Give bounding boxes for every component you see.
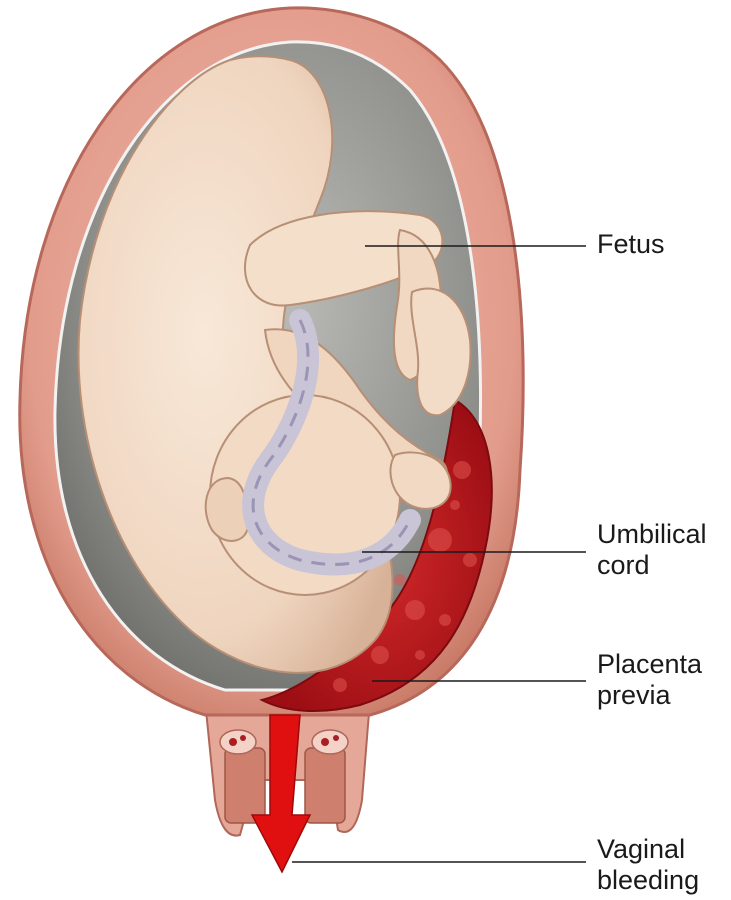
- label-vaginal-bleeding-line-1: Vaginal: [597, 834, 686, 864]
- label-placenta-previa: [597, 649, 702, 711]
- label-umbilical-cord-line-1: Umbilical: [597, 519, 707, 549]
- label-vaginal-bleeding-line-2: bleeding: [597, 865, 700, 895]
- label-umbilical-cord-line-2: cord: [597, 550, 650, 580]
- label-fetus: [597, 229, 665, 260]
- label-umbilical-cord: [597, 519, 707, 581]
- label-placenta-previa-line-1: Placenta: [597, 649, 703, 679]
- label-placenta-previa-line-2: previa: [597, 680, 671, 710]
- label-fetus-line-1: Fetus: [597, 229, 665, 259]
- label-vaginal-bleeding: [597, 834, 699, 896]
